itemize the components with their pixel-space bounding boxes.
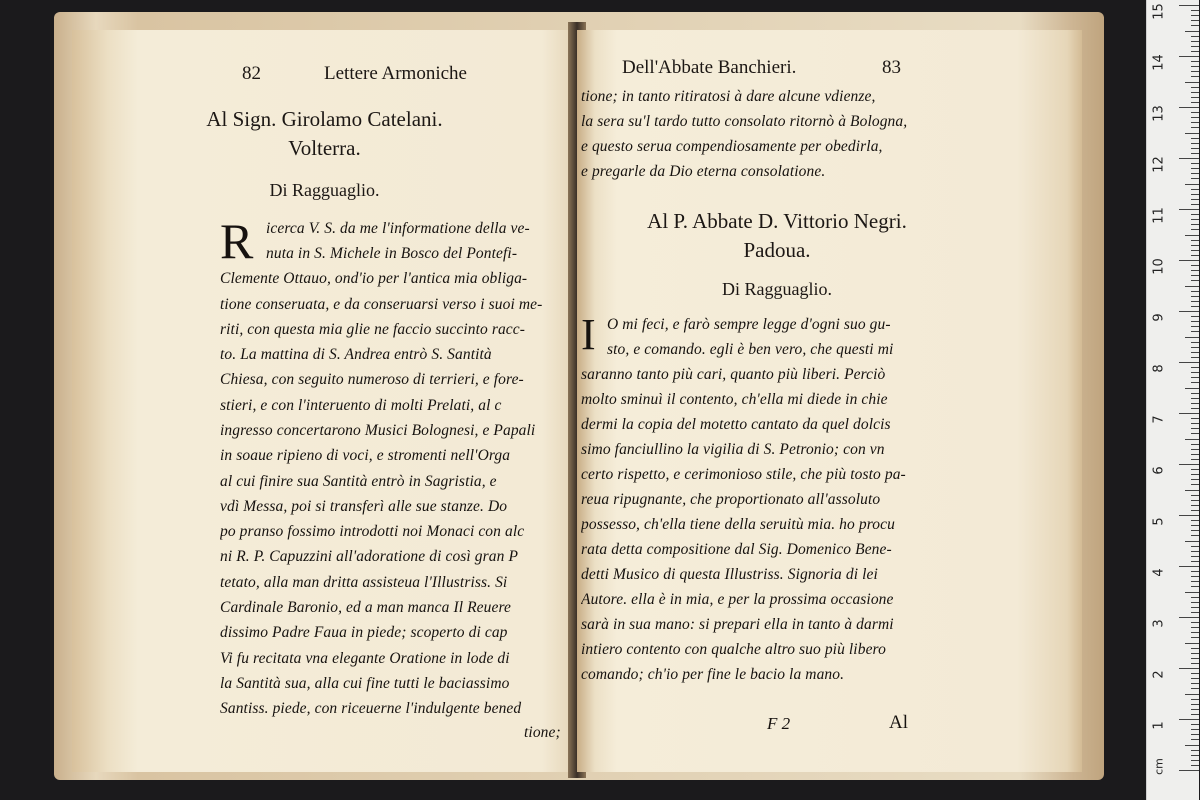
ruler-tick: [1191, 403, 1199, 404]
ruler-tick: [1185, 31, 1199, 32]
ruler-tick: [1191, 214, 1199, 215]
text-line: dermi la copia del motetto cantato da quel dolcis: [581, 416, 891, 433]
ruler-tick: [1191, 393, 1199, 394]
ruler-tick: [1191, 750, 1199, 751]
right-drop-cap: I: [581, 310, 596, 359]
ruler-tick: [1179, 617, 1199, 618]
text-line: simo fanciullino la vigilia di S. Petronio; con vn: [581, 441, 885, 458]
ruler-tick: [1185, 694, 1199, 695]
ruler-tick: [1191, 495, 1199, 496]
ruler-tick: [1191, 535, 1199, 536]
ruler-tick: [1191, 97, 1199, 98]
ruler-tick: [1191, 530, 1199, 531]
ruler-tick: [1191, 194, 1199, 195]
right-page-number: 83: [882, 57, 901, 78]
ruler-tick: [1185, 286, 1199, 287]
ruler-tick: [1191, 663, 1199, 664]
ruler-tick: [1185, 439, 1199, 440]
ruler-tick: [1191, 326, 1199, 327]
text-line: to. La mattina di S. Andrea entrò S. Santità: [220, 346, 492, 363]
text-line: riti, con questa mia glie ne faccio succinto racc-: [220, 321, 526, 338]
ruler-tick: [1191, 173, 1199, 174]
text-line: e pregarle da Dio eterna consolatione.: [581, 163, 826, 180]
ruler-tick: [1191, 66, 1199, 67]
ruler-tick: [1179, 464, 1199, 465]
ruler-tick: [1179, 209, 1199, 210]
ruler-tick: [1191, 46, 1199, 47]
left-page-number: 82: [242, 63, 261, 84]
text-line: la Santità sua, alla cui fine tutti le baciassimo: [220, 675, 510, 692]
ruler-tick: [1191, 189, 1199, 190]
ruler-tick: [1191, 556, 1199, 557]
ruler-tick: [1191, 704, 1199, 705]
ruler-tick: [1191, 280, 1199, 281]
text-line: Chiesa, con seguito numeroso di terrieri, e fore-: [220, 371, 524, 388]
ruler-tick: [1185, 133, 1199, 134]
text-line: O mi feci, e farò sempre legge d'ogni suo gu-: [607, 316, 891, 333]
ruler-number: 4: [1151, 568, 1167, 577]
ruler-tick: [1191, 428, 1199, 429]
text-line: sarà in sua mano: si prepari ella in tanto à darmi: [581, 616, 894, 633]
ruler-number: 1: [1151, 721, 1167, 730]
ruler-tick: [1191, 347, 1199, 348]
ruler-tick: [1179, 107, 1199, 108]
ruler-tick: [1191, 433, 1199, 434]
ruler-tick: [1179, 566, 1199, 567]
text-line: tetato, alla man dritta assisteua l'Illustriss. Si: [220, 574, 508, 591]
ruler-tick: [1191, 61, 1199, 62]
ruler-tick: [1191, 296, 1199, 297]
ruler-tick: [1191, 265, 1199, 266]
ruler-tick: [1191, 683, 1199, 684]
ruler-tick: [1191, 331, 1199, 332]
ruler-tick: [1191, 760, 1199, 761]
ruler-tick: [1191, 724, 1199, 725]
ruler-tick: [1191, 71, 1199, 72]
ruler-tick: [1191, 699, 1199, 700]
ruler-tick: [1179, 362, 1199, 363]
ruler-number: 9: [1151, 313, 1167, 322]
ruler-tick: [1191, 423, 1199, 424]
ruler-number: 6: [1151, 466, 1167, 475]
ruler-tick: [1191, 250, 1199, 251]
ruler-tick: [1191, 500, 1199, 501]
ruler-tick: [1191, 367, 1199, 368]
text-line: certo rispetto, e cerimonioso stile, che più tosto pa-: [581, 466, 906, 483]
ruler-tick: [1191, 15, 1199, 16]
text-line: molto sminuì il contento, ch'ella mi diede in chie: [581, 391, 888, 408]
ruler-tick: [1191, 199, 1199, 200]
ruler-tick: [1191, 688, 1199, 689]
ruler-tick: [1185, 541, 1199, 542]
ruler-tick: [1191, 36, 1199, 37]
signature-mark: F 2: [767, 714, 791, 733]
ruler-tick: [1191, 321, 1199, 322]
ruler-tick: [1191, 112, 1199, 113]
ruler-tick: [1191, 627, 1199, 628]
ruler-tick: [1191, 612, 1199, 613]
ruler-tick: [1179, 413, 1199, 414]
left-letter-heading: Di Ragguaglio.: [269, 180, 380, 200]
ruler-tick: [1179, 719, 1199, 720]
ruler-tick: [1191, 20, 1199, 21]
ruler-number: 12: [1151, 156, 1167, 173]
ruler-tick: [1191, 76, 1199, 77]
ruler-tick: [1191, 342, 1199, 343]
ruler-tick: [1191, 219, 1199, 220]
ruler-tick: [1191, 637, 1199, 638]
ruler-tick: [1191, 484, 1199, 485]
ruler-tick: [1191, 673, 1199, 674]
ruler-tick: [1185, 184, 1199, 185]
ruler-tick: [1179, 56, 1199, 57]
ruler-tick: [1191, 576, 1199, 577]
ruler-tick: [1179, 311, 1199, 312]
ruler-tick: [1191, 92, 1199, 93]
ruler-tick: [1185, 235, 1199, 236]
text-line: icerca V. S. da me l'informatione della ve-: [266, 220, 530, 237]
ruler-tick: [1191, 658, 1199, 659]
ruler-tick: [1191, 275, 1199, 276]
ruler-number: 10: [1151, 258, 1167, 275]
ruler-tick: [1191, 678, 1199, 679]
ruler-tick: [1191, 143, 1199, 144]
ruler-tick: [1191, 622, 1199, 623]
text-line: al cui finire sua Santità entrò in Sagristia, e: [220, 473, 497, 490]
ruler-number: 11: [1151, 207, 1167, 224]
text-line: rata detta compositione dal Sig. Domenico Bene-: [581, 541, 892, 558]
text-line: Clemente Ottauo, ond'io per l'antica mia obliga-: [220, 270, 528, 287]
text-line: sto, e comando. egli è ben vero, che questi mi: [607, 341, 894, 358]
ruler-tick: [1191, 148, 1199, 149]
ruler-tick: [1191, 382, 1199, 383]
ruler-tick: [1191, 10, 1199, 11]
ruler-tick: [1191, 229, 1199, 230]
left-letter-addressee: Al Sign. Girolamo Catelani.: [206, 107, 443, 131]
text-line: ni R. P. Capuzzini all'adoratione di così gran P: [220, 548, 519, 565]
ruler-tick: [1191, 418, 1199, 419]
ruler-tick: [1191, 729, 1199, 730]
ruler-tick: [1191, 408, 1199, 409]
left-page: [72, 30, 577, 772]
left-running-head: Lettere Armoniche: [324, 63, 467, 84]
right-page: [577, 30, 1082, 772]
ruler-tick: [1179, 515, 1199, 516]
ruler-tick: [1191, 352, 1199, 353]
left-letter-place: Volterra.: [288, 136, 361, 160]
ruler-tick: [1191, 127, 1199, 128]
left-catchword: tione;: [524, 724, 561, 741]
ruler-tick: [1191, 87, 1199, 88]
ruler-tick: [1185, 337, 1199, 338]
ruler-tick: [1191, 178, 1199, 179]
right-running-head: Dell'Abbate Banchieri.: [622, 57, 797, 78]
ruler-tick: [1191, 597, 1199, 598]
ruler-tick: [1191, 469, 1199, 470]
ruler-tick: [1191, 449, 1199, 450]
ruler-tick: [1191, 602, 1199, 603]
ruler-tick: [1191, 377, 1199, 378]
right-letter-heading: Di Ragguaglio.: [722, 279, 832, 299]
ruler-tick: [1191, 525, 1199, 526]
ruler-tick: [1191, 581, 1199, 582]
ruler-tick: [1191, 632, 1199, 633]
ruler-tick: [1191, 240, 1199, 241]
ruler-tick: [1191, 734, 1199, 735]
ruler-tick: [1179, 5, 1199, 6]
ruler-tick: [1191, 245, 1199, 246]
text-line: possesso, ch'ella tiene della seruitù mia. ho procu: [581, 516, 895, 533]
ruler-number: 15: [1151, 3, 1167, 20]
ruler-tick: [1191, 117, 1199, 118]
ruler-tick: [1179, 668, 1199, 669]
ruler-number: 3: [1151, 619, 1167, 628]
ruler-tick: [1191, 739, 1199, 740]
ruler-tick: [1191, 168, 1199, 169]
ruler-tick: [1185, 643, 1199, 644]
ruler-tick: [1191, 41, 1199, 42]
text-line: Autore. ella è in mia, e per la prossima occasione: [581, 591, 894, 608]
ruler-tick: [1191, 102, 1199, 103]
text-line: stieri, e con l'interuento di molti Prelati, al c: [220, 397, 502, 414]
right-letter-place: Padoua.: [743, 238, 811, 262]
ruler-tick: [1191, 653, 1199, 654]
text-line: Vi fu recitata vna elegante Oratione in lode di: [220, 650, 510, 667]
ruler-tick: [1191, 316, 1199, 317]
ruler-tick: [1191, 291, 1199, 292]
ruler-tick: [1191, 255, 1199, 256]
text-line: tione conseruata, e da conseruarsi verso i suoi me-: [220, 296, 543, 313]
ruler-tick: [1191, 204, 1199, 205]
ruler-tick: [1191, 510, 1199, 511]
right-catchword: Al: [889, 712, 908, 733]
text-line: la sera su'l tardo tutto consolato ritornò à Bologna,: [581, 113, 908, 130]
ruler-tick: [1191, 301, 1199, 302]
ruler-tick: [1191, 138, 1199, 139]
ruler-number: 13: [1151, 105, 1167, 122]
text-line: nuta in S. Michele in Bosco del Pontefi-: [266, 245, 518, 262]
ruler-tick: [1179, 770, 1199, 771]
text-line: vdì Messa, poi si transferì alle sue stanze. Do: [220, 498, 508, 515]
ruler-number: 8: [1151, 364, 1167, 373]
ruler-tick: [1191, 270, 1199, 271]
open-book: [54, 12, 1104, 782]
ruler-tick: [1191, 454, 1199, 455]
ruler-tick: [1191, 224, 1199, 225]
ruler-tick: [1191, 709, 1199, 710]
text-line: dissimo Padre Faua in piede; scoperto di cap: [220, 624, 508, 641]
ruler-number: 14: [1151, 54, 1167, 71]
left-drop-cap: R: [220, 213, 254, 269]
ruler-tick: [1191, 505, 1199, 506]
right-letter-addressee: Al P. Abbate D. Vittorio Negri.: [647, 209, 907, 233]
measuring-ruler: [1146, 0, 1199, 800]
ruler-tick: [1191, 306, 1199, 307]
ruler-tick: [1191, 357, 1199, 358]
ruler-tick: [1191, 122, 1199, 123]
ruler-tick: [1191, 607, 1199, 608]
ruler-tick: [1185, 490, 1199, 491]
ruler-tick: [1191, 551, 1199, 552]
ruler-tick: [1191, 153, 1199, 154]
text-line: tione; in tanto ritiratosi à dare alcune vdienze,: [581, 88, 876, 105]
ruler-tick: [1191, 520, 1199, 521]
ruler-tick: [1185, 388, 1199, 389]
ruler-tick: [1185, 745, 1199, 746]
ruler-number: 5: [1151, 517, 1167, 526]
text-line: saranno tanto più cari, quanto più liberi. Perciò: [581, 366, 886, 383]
ruler-unit: cm: [1152, 758, 1166, 775]
text-line: comando; ch'io per fine le bacio la mano.: [581, 666, 845, 683]
ruler-tick: [1191, 398, 1199, 399]
ruler-tick: [1191, 765, 1199, 766]
ruler-tick: [1191, 546, 1199, 547]
ruler-tick: [1191, 561, 1199, 562]
ruler-tick: [1179, 260, 1199, 261]
text-line: in soaue ripieno di voci, e stromenti nell'Orga: [220, 447, 511, 464]
ruler-tick: [1179, 158, 1199, 159]
text-line: reua ripugnante, che proportionato all'assoluto: [581, 491, 881, 508]
text-line: intiero contento con qualche altro suo più libero: [581, 641, 886, 658]
ruler-tick: [1191, 648, 1199, 649]
text-line: Cardinale Baronio, ed a man manca Il Reuere: [220, 599, 511, 616]
text-line: po pranso fossimo introdotti noi Monaci con alc: [220, 523, 525, 540]
ruler-tick: [1191, 755, 1199, 756]
text-line: e questo serua compendiosamente per obedirla,: [581, 138, 883, 155]
ruler-tick: [1191, 459, 1199, 460]
ruler-tick: [1191, 714, 1199, 715]
ruler-tick: [1191, 372, 1199, 373]
text-line: ingresso concertarono Musici Bolognesi, e Papali: [220, 422, 536, 439]
ruler-number: 2: [1151, 670, 1167, 679]
ruler-tick: [1191, 51, 1199, 52]
text-line: detti Musico di questa Illustriss. Signoria di lei: [581, 566, 878, 583]
ruler-tick: [1191, 571, 1199, 572]
ruler-tick: [1185, 592, 1199, 593]
ruler-tick: [1185, 82, 1199, 83]
ruler-tick: [1191, 25, 1199, 26]
ruler-tick: [1191, 586, 1199, 587]
text-line: Santiss. piede, con riceuerne l'indulgente bened: [220, 700, 522, 717]
ruler-tick: [1191, 444, 1199, 445]
ruler-number: 7: [1151, 415, 1167, 424]
ruler-tick: [1191, 163, 1199, 164]
ruler-tick: [1191, 474, 1199, 475]
ruler-tick: [1191, 479, 1199, 480]
